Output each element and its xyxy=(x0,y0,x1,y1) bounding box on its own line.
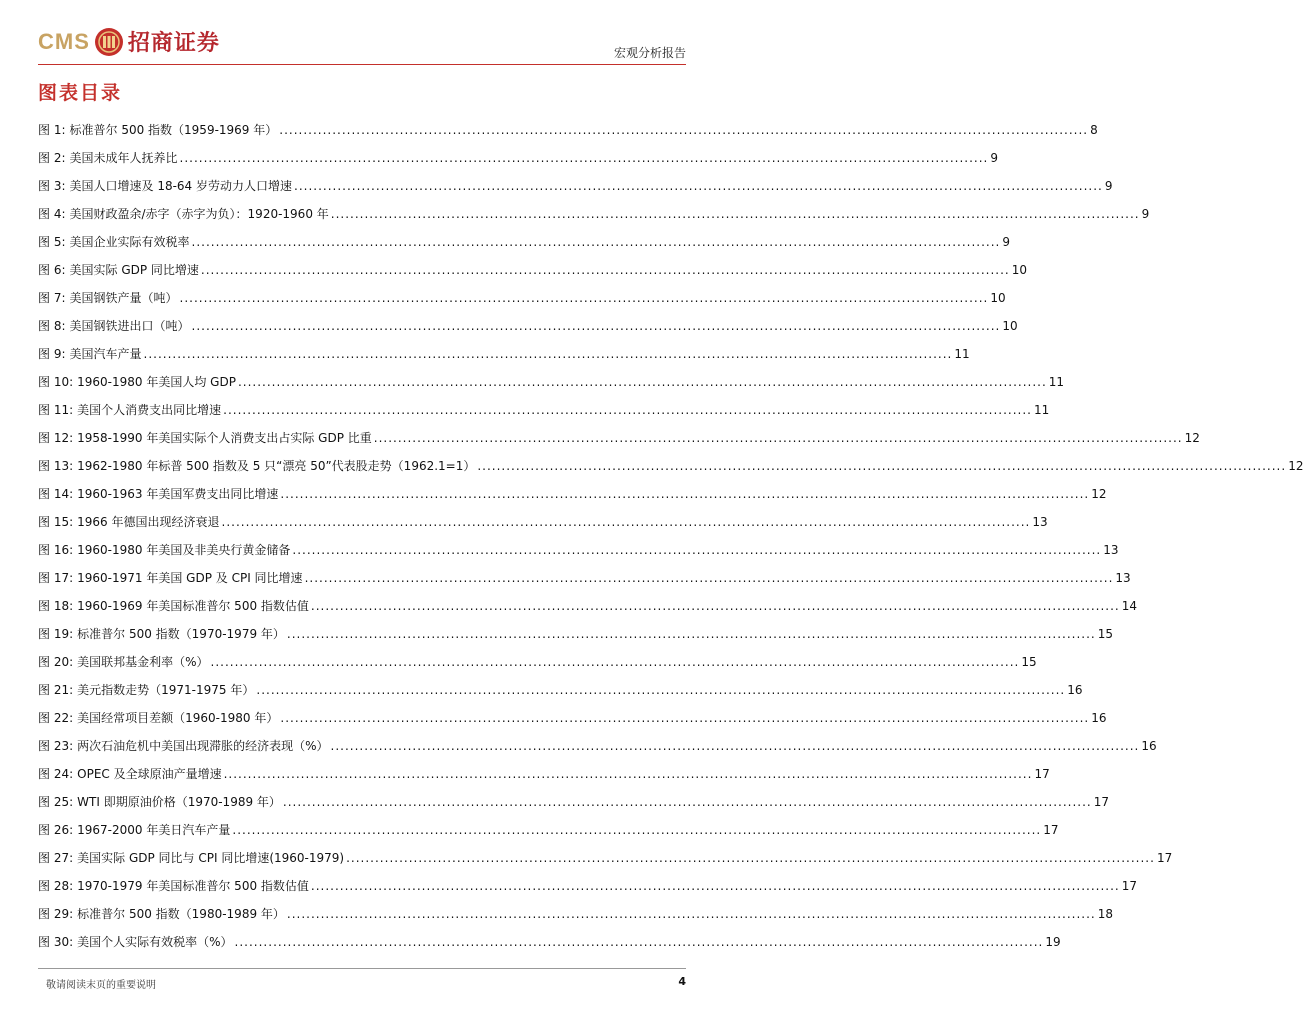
toc-figure-title: 1960-1969 年美国标准普尔 500 指数估值 xyxy=(77,599,309,613)
toc-dot-leader xyxy=(201,256,1010,284)
toc-entry[interactable] xyxy=(38,508,1048,536)
toc-page-number: 11 xyxy=(954,347,970,361)
toc-page-number: 9 xyxy=(990,151,998,165)
toc-figure-number: 图 22: xyxy=(38,711,74,725)
toc-dot-leader xyxy=(287,900,1096,928)
toc-figure-number: 图 4: xyxy=(38,207,66,221)
toc-entry[interactable] xyxy=(38,816,1059,844)
toc-figure-title: 1960-1971 年美国 GDP 及 CPI 同比增速 xyxy=(77,571,303,585)
toc-figure-number: 图 5: xyxy=(38,235,66,249)
toc-figure-number: 图 1: xyxy=(38,123,66,137)
toc-figure-title: 1966 年德国出现经济衰退 xyxy=(77,515,220,529)
toc-page-number: 12 xyxy=(1288,459,1303,473)
toc-figure-number: 图 11: xyxy=(38,403,74,417)
toc-page-number: 17 xyxy=(1121,879,1138,893)
toc-page-number: 13 xyxy=(1103,543,1119,557)
toc-entry[interactable] xyxy=(38,704,1107,732)
toc-figure-number: 图 28: xyxy=(38,879,74,893)
toc-figure-number: 图 27: xyxy=(38,851,74,865)
toc-page-number: 17 xyxy=(1093,795,1110,809)
toc-figure-title: 两次石油危机中美国出现滞胀的经济表现（%） xyxy=(77,739,329,753)
toc-figure-number: 图 13: xyxy=(38,459,74,473)
toc-page-number: 15 xyxy=(1021,655,1037,669)
toc-figure-title: 1960-1980 年美国人均 GDP xyxy=(77,375,236,389)
toc-page-number: 16 xyxy=(1091,711,1107,725)
toc-figure-title: OPEC 及全球原油产量增速 xyxy=(77,767,222,781)
toc-entry[interactable] xyxy=(38,284,1006,312)
toc-dot-leader xyxy=(235,928,1044,956)
toc-figure-number: 图 24: xyxy=(38,767,74,781)
toc-dot-leader xyxy=(232,816,1041,844)
toc-page-number: 17 xyxy=(1034,767,1050,781)
toc-dot-leader xyxy=(280,480,1089,508)
company-logo xyxy=(38,26,220,57)
toc-entry[interactable] xyxy=(38,452,1303,480)
toc-figure-number: 图 23: xyxy=(38,739,74,753)
toc-figure-number: 图 18: xyxy=(38,599,74,613)
toc-dot-leader xyxy=(477,452,1286,480)
toc-entry[interactable] xyxy=(38,928,1061,956)
toc-figure-title: 1970-1979 年美国标准普尔 500 指数估值 xyxy=(77,879,309,893)
toc-figure-title: 美国钢铁进出口（吨） xyxy=(69,319,190,333)
toc-page-number: 17 xyxy=(1043,823,1059,837)
toc-dot-leader xyxy=(180,144,989,172)
toc-figure-number: 图 29: xyxy=(38,907,74,921)
toc-entry[interactable] xyxy=(38,788,1110,816)
toc-entry[interactable] xyxy=(38,116,1098,144)
figure-list xyxy=(38,116,1303,956)
toc-entry[interactable] xyxy=(38,172,1113,200)
toc-entry[interactable] xyxy=(38,648,1037,676)
page-number: 4 xyxy=(678,975,686,988)
toc-figure-title: 美国未成年人抚养比 xyxy=(69,151,178,165)
toc-dot-leader xyxy=(287,620,1096,648)
toc-figure-title: 标准普尔 500 指数（1970-1979 年） xyxy=(77,627,285,641)
toc-figure-title: 1962-1980 年标普 500 指数及 5 只“漂亮 50”代表股走势（1962.1=1） xyxy=(77,459,476,473)
toc-figure-title: 美国个人消费支出同比增速 xyxy=(77,403,222,417)
toc-page-number: 9 xyxy=(1002,235,1010,249)
toc-entry[interactable] xyxy=(38,396,1050,424)
toc-entry[interactable] xyxy=(38,256,1028,284)
toc-page-number: 10 xyxy=(990,291,1006,305)
toc-figure-number: 图 19: xyxy=(38,627,74,641)
toc-figure-title: 1958-1990 年美国实际个人消费支出占实际 GDP 比重 xyxy=(77,431,372,445)
toc-entry[interactable] xyxy=(38,620,1114,648)
toc-figure-title: 标准普尔 500 指数（1980-1989 年） xyxy=(77,907,285,921)
toc-dot-leader xyxy=(222,508,1031,536)
footer-disclaimer: 敬请阅读末页的重要说明 xyxy=(46,980,156,991)
toc-dot-leader xyxy=(279,116,1088,144)
toc-entry[interactable] xyxy=(38,312,1018,340)
toc-page-number: 13 xyxy=(1032,515,1048,529)
toc-entry[interactable] xyxy=(38,144,998,172)
toc-figure-title: 1967-2000 年美日汽车产量 xyxy=(77,823,231,837)
toc-page-number: 8 xyxy=(1090,123,1098,137)
toc-dot-leader xyxy=(292,536,1101,564)
header-divider xyxy=(38,64,686,65)
toc-page-number: 19 xyxy=(1045,935,1061,949)
toc-page-number: 9 xyxy=(1141,207,1150,221)
toc-page-number: 15 xyxy=(1097,627,1114,641)
toc-figure-number: 图 14: xyxy=(38,487,74,501)
toc-figure-title: 美国个人实际有效税率（%） xyxy=(77,935,233,949)
page-header xyxy=(0,0,724,70)
toc-dot-leader xyxy=(144,340,953,368)
toc-figure-title: 1960-1980 年美国及非美央行黄金储备 xyxy=(77,543,291,557)
toc-figure-title: 美国实际 GDP 同比与 CPI 同比增速(1960-1979) xyxy=(77,851,345,865)
toc-figure-title: 1960-1963 年美国军费支出同比增速 xyxy=(77,487,279,501)
toc-dot-leader xyxy=(192,312,1001,340)
toc-figure-title: 美国人口增速及 18-64 岁劳动力人口增速 xyxy=(69,179,292,193)
toc-figure-number: 图 21: xyxy=(38,683,74,697)
toc-page-number: 14 xyxy=(1121,599,1138,613)
toc-figure-number: 图 12: xyxy=(38,431,74,445)
toc-dot-leader xyxy=(311,592,1120,620)
toc-entry[interactable] xyxy=(38,732,1157,760)
toc-dot-leader xyxy=(238,368,1047,396)
toc-entry[interactable] xyxy=(38,564,1131,592)
toc-figure-number: 图 16: xyxy=(38,543,74,557)
toc-entry[interactable] xyxy=(38,480,1107,508)
toc-page-number: 16 xyxy=(1067,683,1083,697)
toc-dot-leader xyxy=(224,760,1033,788)
toc-figure-number: 图 30: xyxy=(38,935,74,949)
toc-figure-title: 美国汽车产量 xyxy=(69,347,142,361)
toc-entry[interactable] xyxy=(38,844,1173,872)
toc-dot-leader xyxy=(280,704,1089,732)
toc-entry[interactable] xyxy=(38,200,1150,228)
toc-page-number: 16 xyxy=(1141,739,1157,753)
toc-figure-number: 图 9: xyxy=(38,347,66,361)
toc-page-number: 11 xyxy=(1033,403,1050,417)
toc-figure-number: 图 20: xyxy=(38,655,74,669)
toc-page-number: 11 xyxy=(1048,375,1065,389)
toc-figure-number: 图 6: xyxy=(38,263,66,277)
toc-page-number: 13 xyxy=(1115,571,1131,585)
toc-figure-title: 美国企业实际有效税率 xyxy=(69,235,190,249)
toc-entry[interactable] xyxy=(38,368,1065,396)
toc-figure-title: 标准普尔 500 指数（1959-1969 年） xyxy=(69,123,278,137)
toc-dot-leader xyxy=(311,872,1120,900)
toc-figure-number: 图 3: xyxy=(38,179,66,193)
toc-entry[interactable] xyxy=(38,424,1200,452)
toc-dot-leader xyxy=(180,284,989,312)
toc-page-number: 10 xyxy=(1011,263,1028,277)
toc-page-number: 12 xyxy=(1091,487,1107,501)
toc-figure-number: 图 15: xyxy=(38,515,74,529)
toc-figure-number: 图 7: xyxy=(38,291,66,305)
toc-figure-number: 图 10: xyxy=(38,375,74,389)
toc-figure-title: 美国财政盈余/赤字（赤字为负）：1920-1960 年 xyxy=(69,207,329,221)
toc-dot-leader xyxy=(294,172,1103,200)
toc-entry[interactable] xyxy=(38,676,1083,704)
toc-page-number: 12 xyxy=(1184,431,1200,445)
toc-figure-title: 美元指数走势（1971-1975 年） xyxy=(77,683,255,697)
toc-dot-leader xyxy=(223,396,1032,424)
toc-dot-leader xyxy=(211,648,1020,676)
toc-dot-leader xyxy=(256,676,1065,704)
toc-page-number: 10 xyxy=(1002,319,1018,333)
toc-figure-title: WTI 即期原油价格（1970-1989 年） xyxy=(77,795,281,809)
toc-entry[interactable] xyxy=(38,340,970,368)
toc-entry[interactable] xyxy=(38,592,1138,620)
logo-chinese-name: 招商证券 xyxy=(127,30,220,56)
toc-figure-number: 图 25: xyxy=(38,795,74,809)
logo-emblem-icon xyxy=(94,27,124,57)
toc-figure-title: 美国经常项目差额（1960-1980 年） xyxy=(77,711,279,725)
section-title: 图表目录 xyxy=(38,82,123,104)
toc-page-number: 18 xyxy=(1097,907,1114,921)
toc-figure-title: 美国钢铁产量（吨） xyxy=(69,291,178,305)
toc-figure-title: 美国联邦基金利率（%） xyxy=(77,655,209,669)
toc-dot-leader xyxy=(374,424,1183,452)
toc-entry[interactable] xyxy=(38,536,1119,564)
toc-figure-number: 图 17: xyxy=(38,571,74,585)
toc-figure-number: 图 2: xyxy=(38,151,66,165)
toc-dot-leader xyxy=(305,564,1114,592)
toc-entry[interactable] xyxy=(38,900,1114,928)
logo-text: CMS xyxy=(38,28,90,54)
toc-page-number: 17 xyxy=(1156,851,1173,865)
document-type: 宏观分析报告 xyxy=(613,46,686,60)
toc-dot-leader xyxy=(346,844,1155,872)
toc-page-number: 9 xyxy=(1104,179,1113,193)
toc-entry[interactable] xyxy=(38,872,1138,900)
toc-entry[interactable] xyxy=(38,228,1010,256)
toc-figure-title: 美国实际 GDP 同比增速 xyxy=(69,263,199,277)
toc-dot-leader xyxy=(331,200,1140,228)
footer-divider xyxy=(38,968,686,969)
toc-figure-number: 图 26: xyxy=(38,823,74,837)
toc-figure-number: 图 8: xyxy=(38,319,66,333)
toc-dot-leader xyxy=(283,788,1092,816)
toc-dot-leader xyxy=(192,228,1001,256)
toc-entry[interactable] xyxy=(38,760,1050,788)
toc-dot-leader xyxy=(331,732,1140,760)
